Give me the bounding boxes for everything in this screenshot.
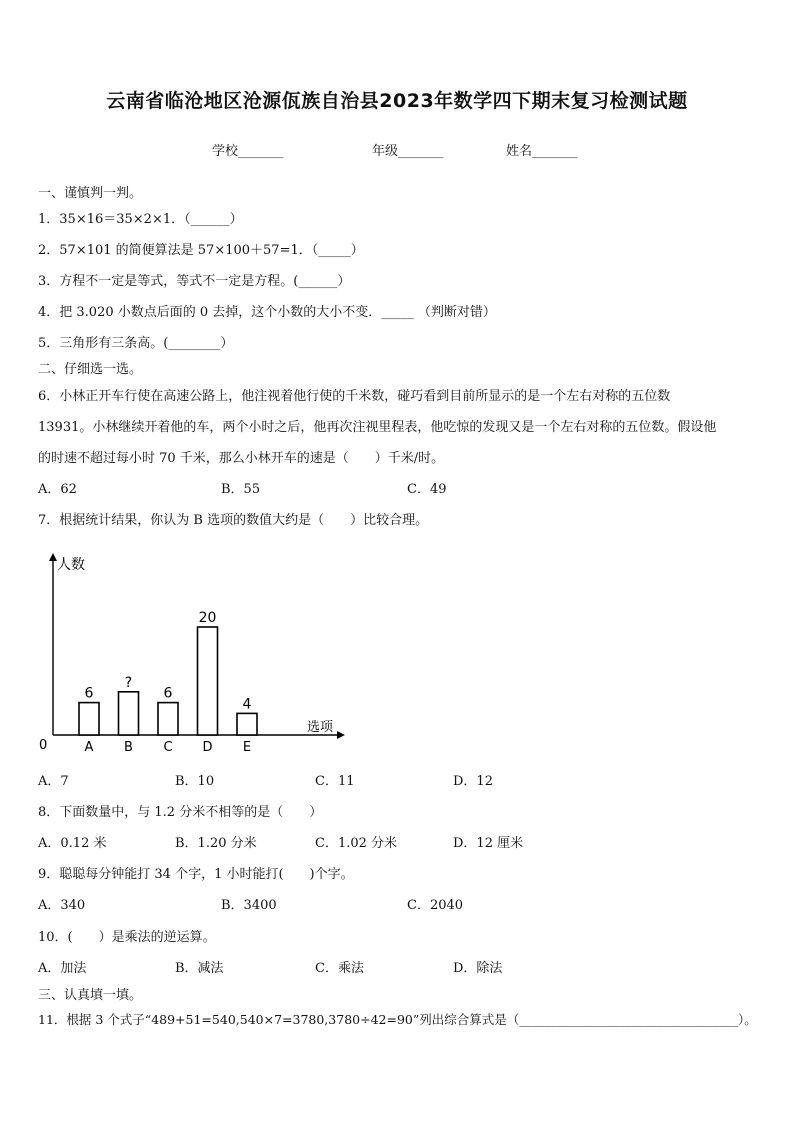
bar-A xyxy=(79,703,99,735)
q9-option-c: C．2040 xyxy=(407,898,464,913)
q8-option-a: A．0.12 米 xyxy=(38,836,107,851)
category-label-D: D xyxy=(202,740,213,755)
x-axis-label: 选项 xyxy=(307,720,334,735)
section-heading-2: 二、仔细选一选。 xyxy=(38,362,143,377)
q10-option-d: D．除法 xyxy=(453,961,503,976)
question-6-line-2: 13931。小林继续开着他的车，两个小时之后，他再次注视里程表，他吃惊的发现又是一个左右对称的五位数。假设他 xyxy=(38,420,717,435)
q8-option-c: C．1.02 分米 xyxy=(315,836,398,851)
name-field: 姓名_______ xyxy=(506,144,578,159)
q10-option-c: C．乘法 xyxy=(315,961,364,976)
q8-option-d: D．12 厘米 xyxy=(453,836,524,851)
q6-option-a: A．62 xyxy=(38,482,77,497)
q7-option-b: B．10 xyxy=(175,774,215,789)
bar-value-label-E: 4 xyxy=(242,696,252,713)
bar-value-label-D: 20 xyxy=(198,610,217,626)
bar-value-label-C: 6 xyxy=(163,685,173,702)
category-label-B: B xyxy=(124,740,133,755)
q9-option-b: B．3400 xyxy=(221,898,277,913)
bar-E xyxy=(237,713,257,735)
question-6-line-3: 的时速不超过每小时 70 千米，那么小林开车的速是（ ）千米/时。 xyxy=(38,451,445,466)
q7-option-a: A．7 xyxy=(38,774,69,789)
question-3: 3．方程不一定是等式，等式不一定是方程。(______） xyxy=(38,274,351,289)
q7-option-d: D．12 xyxy=(453,774,493,789)
question-5: 5．三角形有三条高。(________） xyxy=(38,336,234,351)
x-axis-arrow xyxy=(337,731,345,739)
q10-option-a: A．加法 xyxy=(38,961,87,976)
question-1: 1．35×16＝35×2×1．（______） xyxy=(38,212,243,227)
y-axis-label: 人数 xyxy=(57,557,85,573)
q7-option-c: C．11 xyxy=(315,774,355,789)
q6-option-c: C．49 xyxy=(407,482,447,497)
category-label-C: C xyxy=(163,740,173,755)
bar-chart xyxy=(30,545,350,760)
origin-label: 0 xyxy=(39,738,48,753)
question-2: 2．57×101 的简便算法是 57×100＋57=1．（_____） xyxy=(38,243,364,258)
question-6-line-1: 6．小林正开车行使在高速公路上，他注视着他行使的千米数，碰巧看到目前所显示的是一个左右对称的五位数 xyxy=(38,389,671,404)
question-9: 9．聪聪每分钟能打 34 个字，1 小时能打( )个字。 xyxy=(38,867,354,882)
category-label-E: E xyxy=(242,740,252,755)
grade-field: 年级_______ xyxy=(372,144,444,159)
question-11: 11．根据 3 个式子“489+51=540,540×7=3780,3780÷42=90”列出综合算式是（___________________________________）。 xyxy=(38,1012,757,1027)
bar-D xyxy=(198,627,218,735)
bar-value-label-A: 6 xyxy=(84,685,94,702)
school-field: 学校_______ xyxy=(212,144,284,159)
bar-value-label-B: ? xyxy=(124,674,133,691)
question-10: 10．( ）是乘法的逆运算。 xyxy=(38,930,216,945)
bar-B xyxy=(119,692,139,735)
q6-option-b: B．55 xyxy=(221,482,261,497)
section-heading-3: 三、认真填一填。 xyxy=(38,988,143,1003)
q10-option-b: B．减法 xyxy=(175,961,224,976)
page-title: 云南省临沧地区沧源佤族自治县2023年数学四下期末复习检测试题 xyxy=(106,90,688,112)
section-heading-1: 一、谨慎判一判。 xyxy=(38,186,143,201)
question-4: 4．把 3.020 小数点后面的 0 去掉，这个小数的大小不变．_____ （判断对错） xyxy=(38,305,496,320)
question-7: 7．根据统计结果，你认为 B 选项的数值大约是（ ）比较合理。 xyxy=(38,513,429,528)
y-axis-arrow xyxy=(49,553,57,561)
category-label-A: A xyxy=(84,740,94,755)
q8-option-b: B．1.20 分米 xyxy=(175,836,257,851)
question-8: 8．下面数量中，与 1.2 分米不相等的是（ ） xyxy=(38,805,323,820)
bar-C xyxy=(158,703,178,735)
q9-option-a: A．340 xyxy=(38,898,86,913)
